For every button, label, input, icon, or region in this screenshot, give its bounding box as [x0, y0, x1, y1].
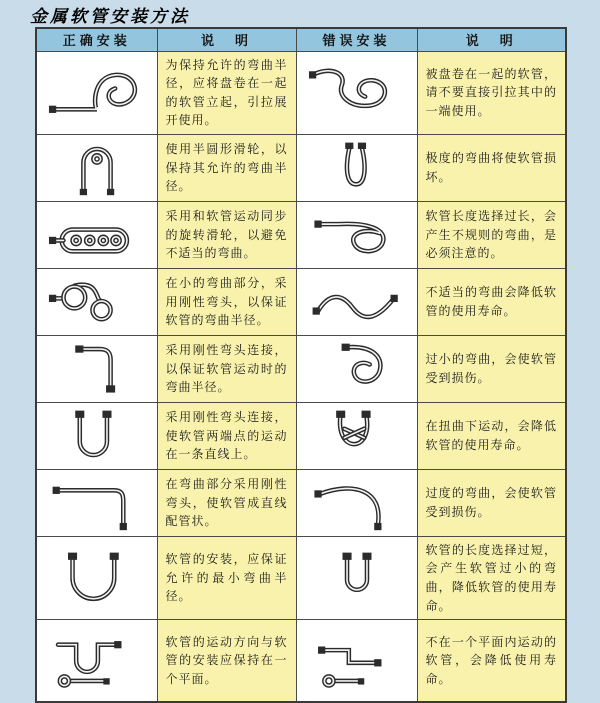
- wrong-illustration-cell: [296, 134, 417, 201]
- wrong-illustration-cell: [296, 469, 417, 536]
- correct-note: 在弯曲部分采用刚性弯头，使软管成直线配管状。: [157, 469, 296, 536]
- correct-trap-in-one-plane-icon: [43, 632, 151, 690]
- wrong-out-of-plane-motion-icon: [303, 632, 411, 690]
- wrong-extreme-hanging-bend-icon: [303, 139, 411, 197]
- correct-illustration-cell: [36, 134, 157, 201]
- table-row: [36, 620, 566, 702]
- wrong-illustration-cell: [296, 402, 417, 469]
- correct-illustration-cell: [36, 536, 157, 619]
- correct-note: 软管的运动方向与软管的安装应保持在一个平面。: [157, 620, 296, 702]
- table-row: [36, 201, 566, 268]
- header-note-left: 说 明: [157, 28, 296, 51]
- table-row: [36, 469, 566, 536]
- wrong-over-bent-l-shape-icon: [303, 474, 411, 532]
- wrong-improper-wave-bend-icon: [303, 273, 411, 331]
- table-row: [36, 134, 566, 201]
- correct-illustration-cell: [36, 335, 157, 402]
- wrong-note: 被盘卷在一起的软管，请不要直接引拉其中的一端使用。: [417, 51, 566, 134]
- correct-rigid-elbow-small-bend-icon: [43, 273, 151, 331]
- table-row: [36, 536, 566, 619]
- correct-note: 在小的弯曲部分，采用刚性弯头，以保证软管的弯曲半径。: [157, 268, 296, 335]
- table-row: [36, 335, 566, 402]
- correct-l-shape-straight-config-icon: [43, 474, 151, 532]
- wrong-note: 不适当的弯曲会降低软管的使用寿命。: [417, 268, 566, 335]
- correct-illustration-cell: [36, 469, 157, 536]
- correct-semicircle-pulley-icon: [43, 139, 151, 197]
- table-row: [36, 402, 566, 469]
- wrong-illustration-cell: [296, 335, 417, 402]
- correct-illustration-cell: [36, 620, 157, 702]
- installation-table: [35, 27, 567, 703]
- wrong-narrow-u-too-short-icon: [303, 549, 411, 607]
- wrong-note: 极度的弯曲将使软管损坏。: [417, 134, 566, 201]
- correct-rigid-elbow-connection-icon: [43, 340, 151, 398]
- correct-note: 使用半圆形滑轮，以保持其允许的弯曲半径。: [157, 134, 296, 201]
- wrong-illustration-cell: [296, 51, 417, 134]
- correct-wide-u-min-radius-icon: [43, 549, 151, 607]
- wrong-illustration-cell: [296, 536, 417, 619]
- wrong-illustration-cell: [296, 201, 417, 268]
- correct-note: 采用刚性弯头连接，使软管两端点的运动在一条直线上。: [157, 402, 296, 469]
- wrong-note: 软管长度选择过长，会产生不规则的弯曲，是必须注意的。: [417, 201, 566, 268]
- wrong-coil-pulled-end-icon: [303, 64, 411, 122]
- correct-note: 采用刚性弯头连接，以保证软管运动时的弯曲半径。: [157, 335, 296, 402]
- correct-note: 为保持允许的弯曲半径，应将盘卷在一起的软管立起，引拉展开使用。: [157, 51, 296, 134]
- correct-illustration-cell: [36, 51, 157, 134]
- header-note-right: 说 明: [417, 28, 566, 51]
- correct-u-shape-inline-motion-icon: [43, 407, 151, 465]
- correct-illustration-cell: [36, 402, 157, 469]
- header-wrong-install: 错误安装: [296, 28, 417, 51]
- table-row: [36, 268, 566, 335]
- wrong-note: 不在一个平面内运动的软管，会降低使用寿命。: [417, 620, 566, 702]
- table-body: [36, 51, 566, 702]
- wrong-note: 软管的长度选择过短，会产生软管过小的弯曲，降低软管的使用寿命。: [417, 536, 566, 619]
- header-correct-install: 正确安装: [36, 28, 157, 51]
- wrong-illustration-cell: [296, 620, 417, 702]
- correct-illustration-cell: [36, 201, 157, 268]
- correct-coil-standing-extended-icon: [43, 64, 151, 122]
- wrong-note: 过度的弯曲，会使软管受到损伤。: [417, 469, 566, 536]
- correct-rotating-pulley-sync-icon: [43, 206, 151, 264]
- wrong-twisted-u-motion-icon: [303, 407, 411, 465]
- table-row: [36, 51, 566, 134]
- correct-note: 采用和软管运动同步的旋转滑轮，以避免不适当的弯曲。: [157, 201, 296, 268]
- wrong-note: 过小的弯曲，会使软管受到损伤。: [417, 335, 566, 402]
- header-row: [36, 28, 566, 51]
- wrong-too-long-loop-icon: [303, 206, 411, 264]
- wrong-too-small-hook-bend-icon: [303, 340, 411, 398]
- correct-illustration-cell: [36, 268, 157, 335]
- wrong-illustration-cell: [296, 268, 417, 335]
- page-title: 金属软管安装方法: [30, 7, 190, 26]
- wrong-note: 在扭曲下运动，会降低软管的使用寿命。: [417, 402, 566, 469]
- correct-note: 软管的安装，应保证允许的最小弯曲半径。: [157, 536, 296, 619]
